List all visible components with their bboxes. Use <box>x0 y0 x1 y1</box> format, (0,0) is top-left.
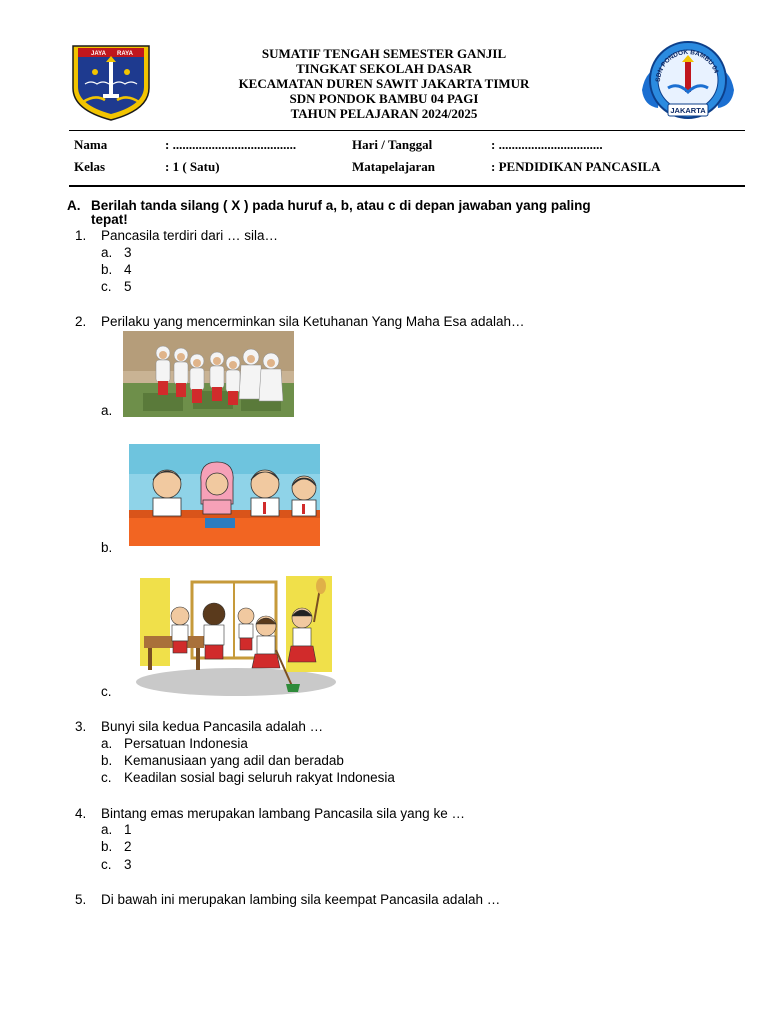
nama-label: Nama <box>74 137 108 152</box>
option-text: Kemanusiaan yang adil dan beradab <box>124 753 344 768</box>
option-letter[interactable]: b. <box>101 839 113 854</box>
question-number: 2. <box>75 314 87 329</box>
option-text: Persatuan Indonesia <box>124 736 248 751</box>
hari-tanggal-label: Hari / Tanggal <box>352 137 433 152</box>
nama-field[interactable]: : ...................................... <box>165 137 297 152</box>
question-text: Pancasila terdiri dari … sila… <box>101 228 279 243</box>
option-text: Keadilan sosial bagi seluruh rakyat Indonesia <box>124 770 395 785</box>
question-number: 3. <box>75 719 87 734</box>
option-text: 3 <box>124 857 132 872</box>
identity-divider <box>69 185 745 187</box>
question-text: Bintang emas merupakan lambang Pancasila sila yang ke … <box>101 806 465 821</box>
children-praying-image <box>123 331 294 417</box>
exam-title: SUMATIF TENGAH SEMESTER GANJIL <box>261 46 507 61</box>
option-text: 1 <box>124 822 132 837</box>
school-level: TINGKAT SEKOLAH DASAR <box>296 61 472 76</box>
option-letter[interactable]: b. <box>101 540 113 555</box>
question-number: 5. <box>75 892 87 907</box>
academic-year: TAHUN PELAJARAN 2024/2025 <box>290 106 478 121</box>
hari-tanggal-field[interactable]: : ................................ <box>491 137 603 152</box>
school-name: SDN PONDOK BAMBU 04 PAGI <box>289 91 479 106</box>
question-text: Perilaku yang mencerminkan sila Ketuhanan Yang Maha Esa adalah… <box>101 314 525 329</box>
mapel-value: : PENDIDIKAN PANCASILA <box>491 159 661 174</box>
svg-text:JAYA: JAYA <box>91 51 106 57</box>
question-text: Bunyi sila kedua Pancasila adalah … <box>101 719 324 734</box>
svg-text:JAKARTA: JAKARTA <box>670 106 706 115</box>
svg-text:SDN PONDOK BAMBU 04: SDN PONDOK BAMBU 04 <box>654 48 720 83</box>
section-marker: A. <box>67 198 81 213</box>
kelas-value: : 1 ( Satu) <box>165 159 220 174</box>
option-letter[interactable]: b. <box>101 262 113 277</box>
instruction-line-2: tepat! <box>91 212 128 227</box>
option-letter[interactable]: c. <box>101 684 112 699</box>
option-letter[interactable]: b. <box>101 753 113 768</box>
option-letter[interactable]: a. <box>101 245 113 260</box>
option-letter[interactable]: c. <box>101 770 112 785</box>
question-text: Di bawah ini merupakan lambing sila keempat Pancasila adalah … <box>101 892 501 907</box>
question-number: 4. <box>75 806 87 821</box>
mapel-label: Matapelajaran <box>352 159 436 174</box>
option-letter[interactable]: a. <box>101 736 113 751</box>
option-text: 4 <box>124 262 132 277</box>
option-letter[interactable]: a. <box>101 822 113 837</box>
header-divider <box>69 130 745 131</box>
students-cleaning-image <box>136 574 336 696</box>
students-discussing-image <box>129 444 320 546</box>
option-text: 5 <box>124 279 132 294</box>
district-name: KECAMATAN DUREN SAWIT JAKARTA TIMUR <box>238 76 530 91</box>
option-letter[interactable]: c. <box>101 279 112 294</box>
option-text: 3 <box>124 245 132 260</box>
kelas-label: Kelas <box>74 159 106 174</box>
instruction-line-1: Berilah tanda silang ( X ) pada huruf a, b, atau c di depan jawaban yang paling <box>91 198 591 213</box>
option-letter[interactable]: c. <box>101 857 112 872</box>
svg-text:RAYA: RAYA <box>117 51 133 57</box>
question-number: 1. <box>75 228 87 243</box>
option-text: 2 <box>124 839 132 854</box>
option-letter[interactable]: a. <box>101 403 113 418</box>
